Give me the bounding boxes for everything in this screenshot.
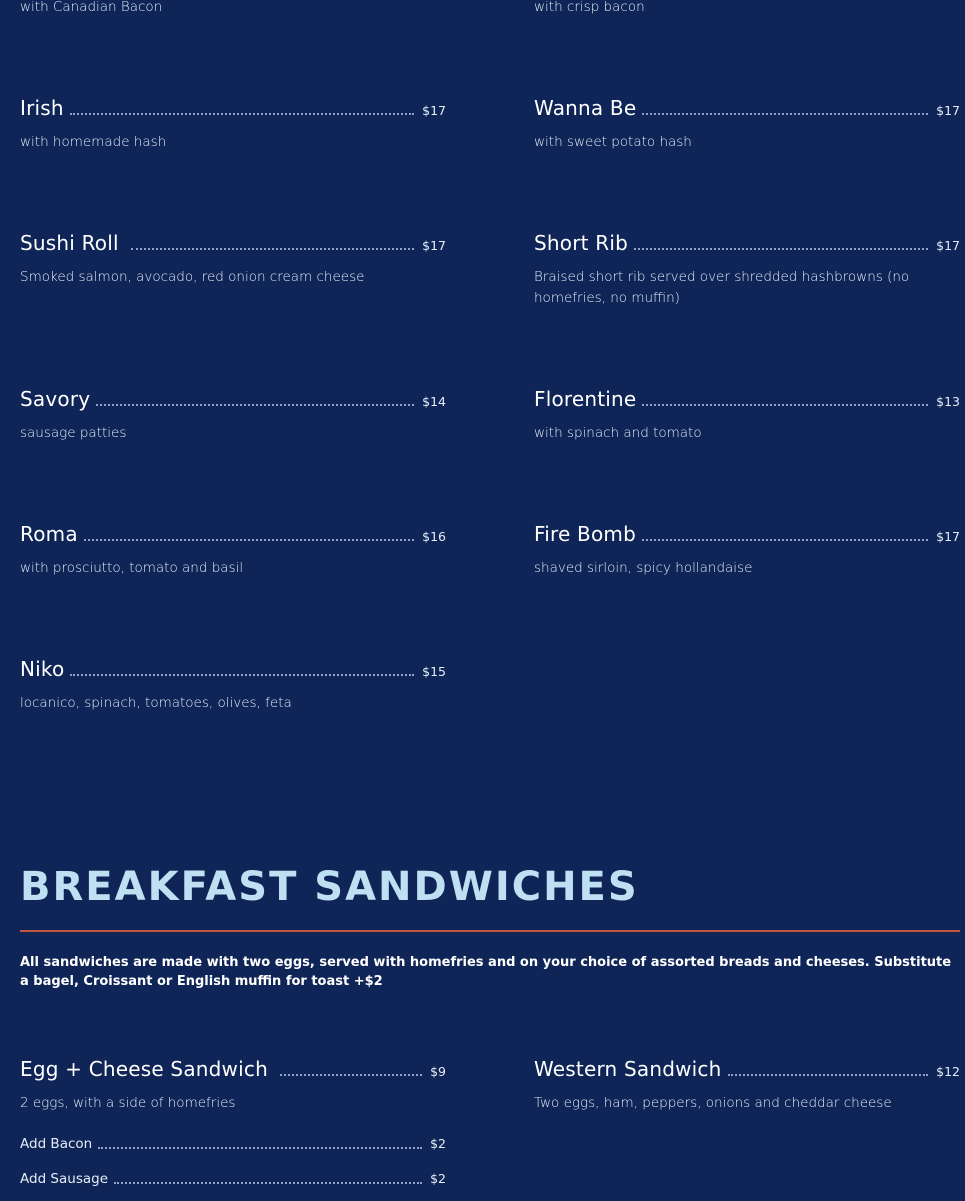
menu-item-roma bbox=[20, 518, 446, 546]
addon-price: $2 bbox=[430, 1171, 446, 1186]
item-price: $13 bbox=[936, 394, 960, 409]
menu-item-niko bbox=[20, 653, 446, 681]
dot-leader bbox=[70, 113, 414, 115]
item-price: $12 bbox=[936, 1064, 960, 1079]
item-price: $14 bbox=[422, 394, 446, 409]
item-desc: with homemade hash bbox=[20, 134, 167, 150]
item-desc: 2 eggs, with a side of homefries bbox=[20, 1095, 236, 1111]
addon-name: Add Sausage bbox=[20, 1171, 109, 1187]
item-price: $15 bbox=[422, 664, 446, 679]
menu-item-western-sandwich bbox=[534, 1053, 960, 1081]
item-price: $17 bbox=[422, 103, 446, 118]
dot-leader bbox=[280, 1074, 422, 1076]
dot-leader bbox=[70, 674, 414, 676]
addon-sausage bbox=[20, 1168, 446, 1188]
item-desc: Two eggs, ham, peppers, onions and cheddar cheese bbox=[534, 1095, 892, 1111]
item-desc: sausage patties bbox=[20, 425, 127, 441]
section-intro: All sandwiches are made with two eggs, served with homefries and on your choice of assorted breads and cheeses. Substitute a bagel, Croissant or English muffin for toast +$2 bbox=[20, 955, 952, 989]
item-name: Wanna Be bbox=[534, 96, 637, 120]
dot-leader bbox=[131, 248, 414, 250]
item-name: Savory bbox=[20, 387, 91, 411]
item-price: $17 bbox=[936, 103, 960, 118]
item-desc: with spinach and tomato bbox=[534, 425, 702, 441]
item-price: $17 bbox=[936, 238, 960, 253]
menu-item-short-rib bbox=[534, 227, 960, 255]
menu-item-irish bbox=[20, 92, 446, 120]
dot-leader bbox=[98, 1147, 422, 1149]
item-desc: Smoked salmon, avocado, red onion cream cheese bbox=[20, 269, 365, 285]
crisp-bacon-desc: with crisp bacon bbox=[534, 0, 645, 15]
addon-price: $2 bbox=[430, 1136, 446, 1151]
canadian-bacon-desc: with Canadian Bacon bbox=[20, 0, 163, 15]
item-price: $9 bbox=[430, 1064, 446, 1079]
item-name: Florentine bbox=[534, 387, 637, 411]
item-price: $17 bbox=[422, 238, 446, 253]
dot-leader bbox=[114, 1182, 422, 1184]
dot-leader bbox=[728, 1074, 929, 1076]
item-desc: with sweet potato hash bbox=[534, 134, 692, 150]
menu-item-fire-bomb bbox=[534, 518, 960, 546]
item-desc: shaved sirloin, spicy hollandaise bbox=[534, 560, 753, 576]
item-desc: with prosciutto, tomato and basil bbox=[20, 560, 244, 576]
menu-item-wanna-be bbox=[534, 92, 960, 120]
dot-leader bbox=[642, 113, 928, 115]
dot-leader bbox=[642, 404, 928, 406]
menu-item-savory bbox=[20, 383, 446, 411]
addon-bacon bbox=[20, 1133, 446, 1153]
section-title: BREAKFAST SANDWICHES bbox=[20, 864, 639, 910]
item-name: Egg + Cheese Sandwich bbox=[20, 1057, 268, 1081]
item-name: Fire Bomb bbox=[534, 522, 636, 546]
item-price: $17 bbox=[936, 529, 960, 544]
menu-item-sushi-roll bbox=[20, 227, 446, 255]
menu-item-egg-cheese-sandwich bbox=[20, 1053, 446, 1081]
dot-leader bbox=[634, 248, 928, 250]
item-name: Sushi Roll bbox=[20, 231, 119, 255]
item-name: Irish bbox=[20, 96, 64, 120]
section-divider bbox=[20, 930, 960, 932]
item-desc: Braised short rib served over shredded hashbrowns (no homefries, no muffin) bbox=[534, 269, 910, 306]
item-price: $16 bbox=[422, 529, 446, 544]
item-name: Niko bbox=[20, 657, 65, 681]
item-desc: locanico, spinach, tomatoes, olives, feta bbox=[20, 695, 292, 711]
menu-item-florentine bbox=[534, 383, 960, 411]
addon-name: Add Bacon bbox=[20, 1136, 93, 1152]
item-name: Short Rib bbox=[534, 231, 628, 255]
item-name: Western Sandwich bbox=[534, 1057, 722, 1081]
item-name: Roma bbox=[20, 522, 78, 546]
dot-leader bbox=[96, 404, 414, 406]
dot-leader bbox=[642, 539, 928, 541]
dot-leader bbox=[84, 539, 414, 541]
